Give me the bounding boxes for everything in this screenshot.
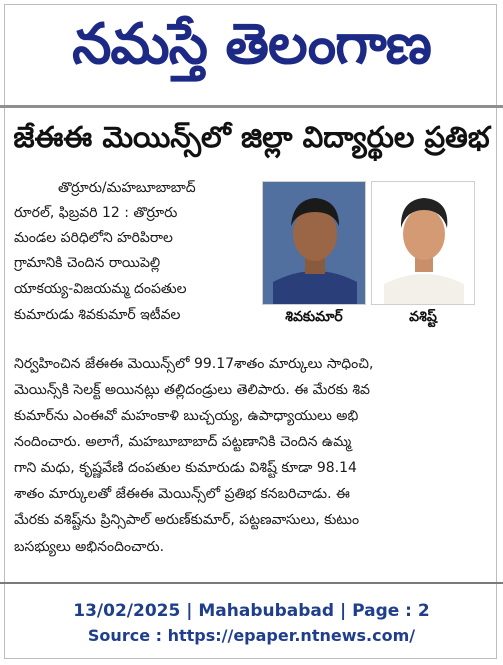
article-line: రూరల్, ఫిబ్రవరి 12 : తొర్రూరు: [14, 205, 178, 221]
portrait-icon: [263, 182, 366, 305]
footer-source: Source : https://epaper.ntnews.com/: [87, 626, 416, 645]
article-line: మండల పరిధిలోని హరిపిరాల: [14, 230, 173, 246]
article-line: యాకయ్య-విజయమ్మ దంపతుల: [14, 281, 187, 297]
article-line: గ్రామానికి చెందిన రాయిపెల్లి: [14, 255, 161, 271]
footer-date-edition: 13/02/2025 | Mahabubabad | Page : 2: [73, 601, 430, 621]
photo-sivakumar: [262, 181, 366, 305]
headline-text: జేఈఈ మెయిన్స్‌లో జిల్లా విద్యార్థుల ప్రతిభ: [13, 120, 490, 154]
masthead-divider: [0, 105, 503, 108]
article-line: నిర్వహించిన జేఈఈ మెయిన్స్‌లో 99.17శాతం మార్కులు సాధించి,: [14, 356, 374, 372]
article-headline: [0, 113, 503, 169]
article-line: గాని మధు, కృష్ణవేణి దంపతుల కుమారుడు విశిష్ట్ కూడా 98.14: [14, 460, 357, 476]
portrait-icon: [372, 182, 475, 305]
footer-divider: [0, 582, 503, 584]
photo-caption-2: వశిష్ట్: [409, 309, 437, 325]
article-line: బసభ్యులు అభినందించారు.: [14, 539, 165, 555]
article-line: మేరకు వశిష్ట్‌ను ప్రిన్సిపాల్ అరుణ్‌కుమార్, పట్టణవాసులు, కుటుం: [14, 512, 360, 528]
newspaper-masthead: [0, 8, 503, 94]
article-line: తొర్రూరు/మహబూబాబాద్: [58, 180, 196, 196]
article-line: శాతం మార్కులతో జేఈఈ మెయిన్స్‌లో ప్రతిభ కనబరిచాడు. ఈ: [14, 486, 350, 502]
page-frame: [4, 4, 497, 659]
article-line: మెయిన్స్‌కి సెలక్ట్ అయినట్లు తల్లిదండ్రులు తెలిపారు. ఈ మేరకు శివ: [14, 382, 370, 398]
photo-caption-1: శివకుమార్: [285, 309, 343, 325]
article-line: కుమార్‌ను ఎంఈవో మహంకాళి బుచ్చయ్య, ఉపాధ్యాయులు అభి: [14, 408, 359, 424]
photo-vashisht: [371, 181, 475, 305]
article-line: నందించారు. అలాగే, మహబూబాబాద్ పట్టణానికి చెందిన ఉమ్మ: [14, 434, 352, 450]
article-line: కుమారుడు శివకుమార్ ఇటీవల: [14, 307, 181, 323]
masthead-title: నమస్తే తెలంగాణ: [72, 11, 431, 77]
